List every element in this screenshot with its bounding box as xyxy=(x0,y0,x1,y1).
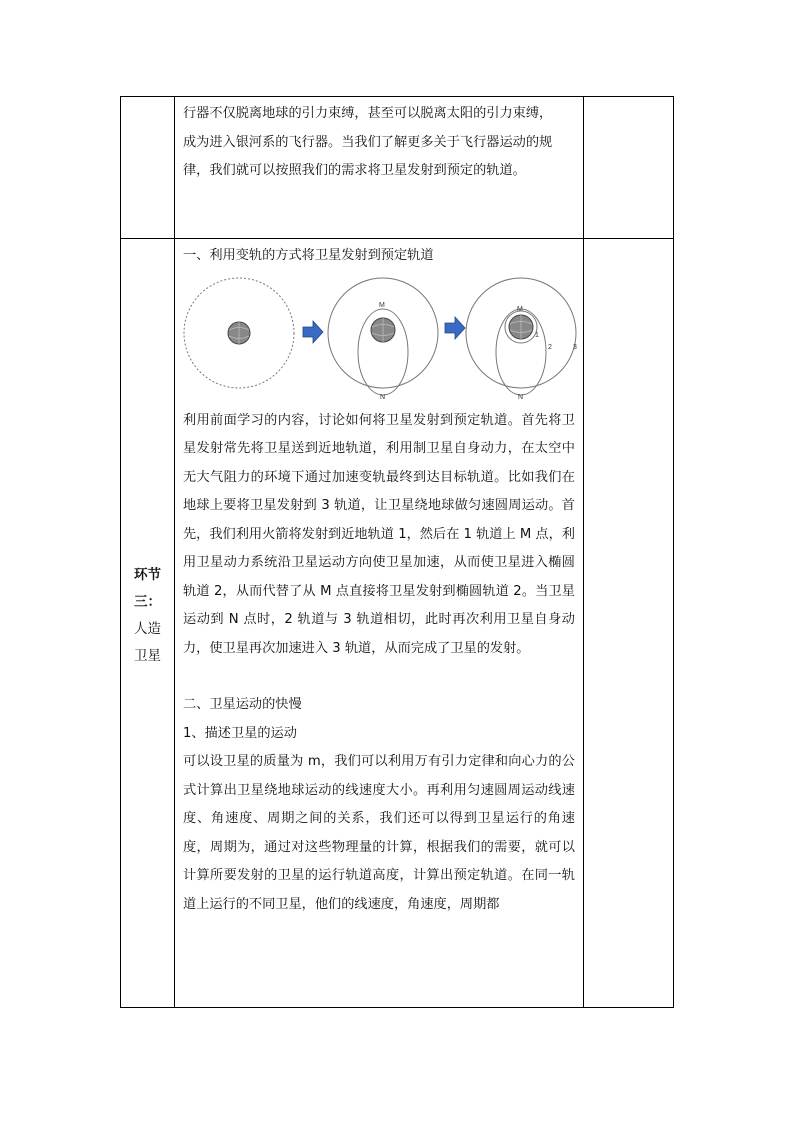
arrow-right-icon xyxy=(303,321,323,343)
section-content xyxy=(175,239,583,919)
notes-cell-empty xyxy=(584,239,674,1008)
point-label: N xyxy=(380,393,386,401)
table-row xyxy=(121,97,674,239)
section-label-line: 环节 xyxy=(134,567,161,583)
point-label: M xyxy=(379,301,385,309)
section-label xyxy=(121,239,174,670)
notes-cell-empty xyxy=(584,97,674,239)
heading-orbit-transfer: 一、利用变轨的方式将卫星发射到预定轨道 xyxy=(183,248,434,263)
content-cell xyxy=(175,97,584,239)
panel-3 xyxy=(466,278,577,401)
point-label: M xyxy=(517,305,523,313)
panel-2 xyxy=(328,278,438,401)
text-line: 律，我们就可以按照我们的需求将卫星发射到预定的轨道。 xyxy=(183,163,526,178)
orbit-transfer-figure xyxy=(183,275,575,403)
point-label: N xyxy=(518,393,524,401)
intro-text xyxy=(175,97,583,186)
orbit-diagram xyxy=(183,275,575,403)
orbit-label: 2 xyxy=(548,343,552,351)
heading-describe-motion: 1、描述卫星的运动 xyxy=(183,725,297,741)
panel-1 xyxy=(184,278,294,388)
earth-icon xyxy=(509,315,533,339)
content-cell xyxy=(175,239,584,1008)
text-line: 行器不仅脱离地球的引力束缚，甚至可以脱离太阳的引力束缚， xyxy=(183,106,553,121)
section-label-cell-empty xyxy=(121,97,175,239)
orbit-label: 1 xyxy=(535,331,539,339)
earth-icon xyxy=(228,322,250,344)
section-label-cell xyxy=(121,239,175,1008)
paragraph-orbit-transfer: 利用前面学习的内容，讨论如何将卫星发射到预定轨道。首先将卫星发射常先将卫星送到近地轨道，利用制卫星自身动力，在太空中无大气阻力的环境下通过加速变轨最终到达目标轨道。比如我们在地球上要将卫星发射到 3 轨道，让卫星绕地球做匀速圆周运动。首先，我们利用火箭将发射到近地轨道 1，然后在 1 轨道上 M 点，利用卫星动力系统沿卫星运动方向使卫星加速，从而使卫星进入椭圆轨道 2，从而代替了从 M 点直接将卫星发射到椭圆轨道 2。当卫星运动到 N 点时，2 轨道与 3 轨道相切，此时再次利用卫星自身动力，使卫星再次加速进入 3 轨道，从而完成了卫星的发射。 xyxy=(183,412,575,656)
arrow-right-icon xyxy=(445,317,465,339)
earth-icon xyxy=(371,318,395,342)
lesson-plan-table xyxy=(120,96,674,1008)
text-line: 成为进入银河系的飞行器。当我们了解更多关于飞行器运动的规 xyxy=(183,134,553,150)
section-label-line: 三： xyxy=(134,594,161,610)
orbit-label: 3 xyxy=(573,343,577,351)
section-label-line: 卫星 xyxy=(134,648,161,664)
heading-satellite-speed: 二、卫星运动的快慢 xyxy=(183,697,302,712)
paragraph-satellite-motion: 可以设卫星的质量为 m，我们可以利用万有引力定律和向心力的公式计算出卫星绕地球运动的线速度大小。再利用匀速圆周运动线速度、角速度、周期之间的关系，我们还可以得到卫星运行的角速度，周期为，通过对这些物理量的计算，根据我们的需要，就可以计算所要发射的卫星的运行轨道高度，计算出预定轨道。在同一轨道上运行的不同卫星，他们的线速度，角速度，周期都 xyxy=(183,754,575,912)
table-row xyxy=(121,239,674,1008)
section-label-line: 人造 xyxy=(134,621,161,637)
